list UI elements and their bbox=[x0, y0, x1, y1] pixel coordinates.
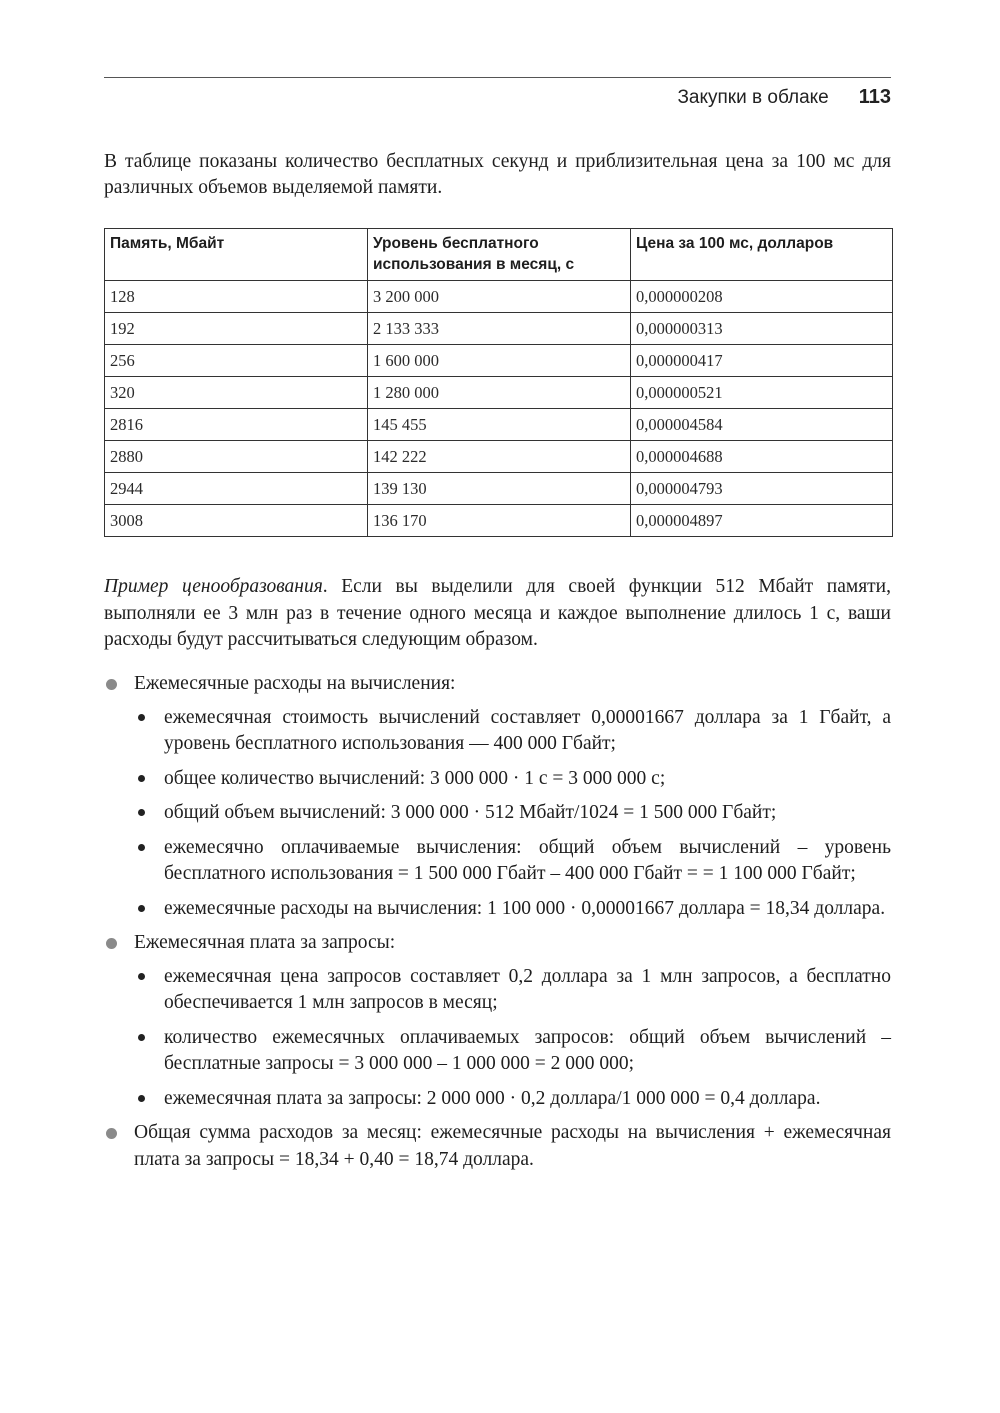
cell-memory: 2816 bbox=[105, 409, 368, 441]
black-bullet-icon bbox=[138, 809, 145, 816]
column-header-price: Цена за 100 мс, долларов bbox=[631, 229, 893, 281]
cell-free-tier: 3 200 000 bbox=[368, 281, 631, 313]
list-item-compute-costs bbox=[104, 671, 891, 922]
pricing-example-text: . Если вы выделили для своей функции 512 Мбайт памяти, выполняли ее 3 млн раз в течение одного месяца и каждое выполнение длилось 1 с, ваши расходы будут рассчитываться следующим образом. bbox=[104, 576, 891, 650]
cell-price: 0,000004688 bbox=[631, 441, 893, 473]
cell-free-tier: 139 130 bbox=[368, 473, 631, 505]
table-row bbox=[105, 505, 893, 537]
list-item-label: Ежемесячные расходы на вычисления: bbox=[134, 673, 456, 694]
black-bullet-icon bbox=[138, 775, 145, 782]
running-head bbox=[104, 85, 891, 110]
gray-bullet-icon bbox=[106, 679, 117, 690]
cell-memory: 2944 bbox=[105, 473, 368, 505]
cell-free-tier: 136 170 bbox=[368, 505, 631, 537]
sublist-item bbox=[134, 705, 891, 758]
table-row bbox=[105, 281, 893, 313]
sublist-item bbox=[134, 766, 891, 793]
cell-free-tier: 142 222 bbox=[368, 441, 631, 473]
cell-memory: 3008 bbox=[105, 505, 368, 537]
cell-price: 0,000000313 bbox=[631, 313, 893, 345]
cell-price: 0,000000417 bbox=[631, 345, 893, 377]
memory-pricing-table bbox=[104, 228, 893, 537]
sublist-item-text: общее количество вычислений: 3 000 000 · 1 с = 3 000 000 с; bbox=[164, 767, 666, 789]
gray-bullet-icon bbox=[106, 938, 117, 949]
sublist-item-text: ежемесячные расходы на вычисления: 1 100 000 · 0,00001667 доллара = 18,34 доллара. bbox=[164, 897, 886, 919]
column-header-memory: Память, Мбайт bbox=[105, 229, 368, 281]
list-item-total bbox=[104, 1120, 891, 1173]
sublist-item-text: общий объем вычислений: 3 000 000 · 512 Мбайт/1024 = 1 500 000 Гбайт; bbox=[164, 802, 777, 823]
table-row bbox=[105, 441, 893, 473]
cell-memory: 192 bbox=[105, 313, 368, 345]
cell-free-tier: 2 133 333 bbox=[368, 313, 631, 345]
list-item-request-fees bbox=[104, 930, 891, 1112]
cell-memory: 2880 bbox=[105, 441, 368, 473]
black-bullet-icon bbox=[138, 1034, 145, 1041]
sublist-item bbox=[134, 896, 891, 923]
black-bullet-icon bbox=[138, 844, 145, 851]
sublist-item bbox=[134, 835, 891, 888]
cell-free-tier: 1 600 000 bbox=[368, 345, 631, 377]
cell-free-tier: 145 455 bbox=[368, 409, 631, 441]
table-row bbox=[105, 377, 893, 409]
sublist-item bbox=[134, 1086, 891, 1113]
running-title: Закупки в облаке bbox=[677, 87, 829, 108]
list-item-label: Ежемесячная плата за запросы: bbox=[134, 932, 396, 953]
table-row bbox=[105, 345, 893, 377]
sublist-item bbox=[134, 964, 891, 1017]
sublist-item-text: ежемесячная цена запросов составляет 0,2 доллара за 1 млн запросов, а бесплатно обеспечивается 1 млн запросов в месяц; bbox=[164, 965, 891, 1013]
black-bullet-icon bbox=[138, 714, 145, 721]
cell-price: 0,000000208 bbox=[631, 281, 893, 313]
sublist-item-text: ежемесячно оплачиваемые вычисления: общий объем вычислений – уровень бесплатного использования = 1 500 000 Гбайт – 400 000 Гбайт = = 1 100 000 Гбайт; bbox=[164, 836, 891, 884]
black-bullet-icon bbox=[138, 1095, 145, 1102]
black-bullet-icon bbox=[138, 973, 145, 980]
table-row bbox=[105, 409, 893, 441]
sublist-item-text: количество ежемесячных оплачиваемых запросов: общий объем вычислений – бесплатные запросы = 3 000 000 – 1 000 000 = 2 000 000; bbox=[164, 1026, 891, 1074]
requests-sublist bbox=[134, 964, 891, 1113]
cell-memory: 128 bbox=[105, 281, 368, 313]
cell-price: 0,000004793 bbox=[631, 473, 893, 505]
sublist-item-text: ежемесячная стоимость вычислений составляет 0,00001667 доллара за 1 Гбайт, а уровень бесплатного использования — 400 000 Гбайт; bbox=[164, 706, 891, 754]
cell-memory: 256 bbox=[105, 345, 368, 377]
sublist-item-text: ежемесячная плата за запросы: 2 000 000 · 0,2 доллара/1 000 000 = 0,4 доллара. bbox=[164, 1087, 821, 1109]
cell-price: 0,000000521 bbox=[631, 377, 893, 409]
gray-bullet-icon bbox=[106, 1128, 117, 1139]
table-row bbox=[105, 313, 893, 345]
table-header-row bbox=[105, 229, 893, 281]
table-row bbox=[105, 473, 893, 505]
cell-memory: 320 bbox=[105, 377, 368, 409]
pricing-example-lead: Пример ценообразования bbox=[104, 576, 323, 597]
black-bullet-icon bbox=[138, 905, 145, 912]
page-number: 113 bbox=[858, 86, 891, 108]
column-header-free-tier: Уровень бесплатного использования в месяц, с bbox=[368, 229, 631, 281]
cell-price: 0,000004897 bbox=[631, 505, 893, 537]
sublist-item bbox=[134, 800, 891, 827]
compute-sublist bbox=[134, 705, 891, 923]
cell-price: 0,000004584 bbox=[631, 409, 893, 441]
list-item-label: Общая сумма расходов за месяц: ежемесячные расходы на вычисления + ежемесячная плата за запросы = 18,34 + 0,40 = 18,74 доллара. bbox=[134, 1122, 891, 1170]
pricing-example-paragraph bbox=[104, 574, 891, 654]
cost-breakdown-list bbox=[104, 671, 891, 1173]
header-rule bbox=[104, 77, 891, 78]
intro-paragraph: В таблице показаны количество бесплатных секунд и приблизительная цена за 100 мс для различных объемов выделяемой памяти. bbox=[104, 151, 891, 198]
sublist-item bbox=[134, 1025, 891, 1078]
cell-free-tier: 1 280 000 bbox=[368, 377, 631, 409]
